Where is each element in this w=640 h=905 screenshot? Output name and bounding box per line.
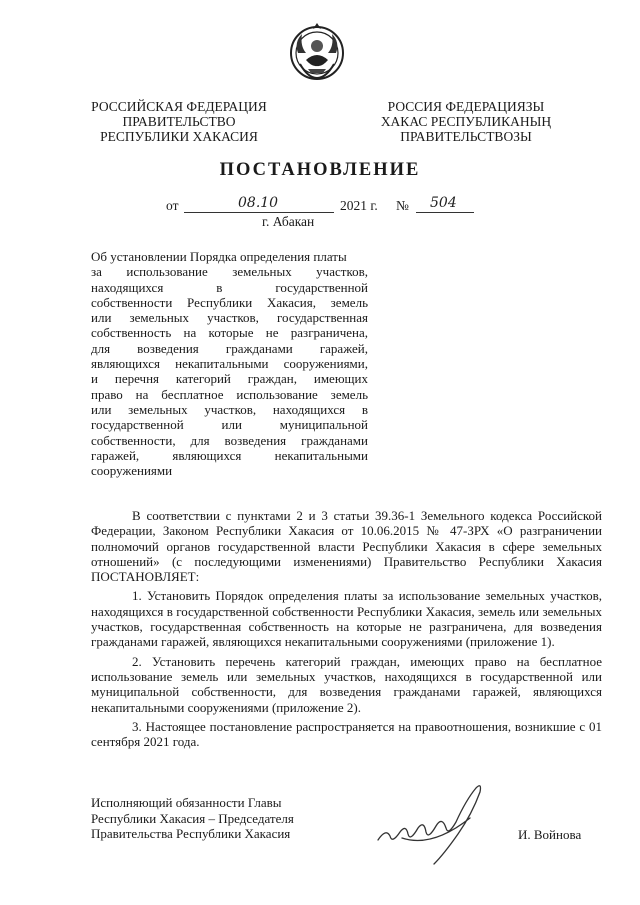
date-underline — [184, 212, 334, 213]
date-line — [166, 195, 496, 216]
signatory-position — [91, 795, 294, 842]
header-left-line: РЕСПУБЛИКИ ХАКАСИЯ — [100, 129, 258, 144]
number-underline — [416, 212, 474, 213]
subject-line: находящихся в государственной — [91, 279, 368, 295]
subject-line: государственной или муниципальной — [91, 417, 368, 433]
coat-of-arms-emblem — [286, 20, 348, 82]
header-left-line: ПРАВИТЕЛЬСТВО — [122, 114, 236, 129]
body-paragraph: В соответствии с пунктами 2 и 3 статьи 39.36-1 Земельного кодекса Российской Федерации, Законом Республики Хакасия от 10.06.2015 № 47-ЗРХ «О разграничении полномочий органов государственной власти Республики Хакасия в сфере земельных отношений» (с последующими изменениями) Правительство Республики Хакасия ПОСТАНОВЛЯЕТ: — [91, 508, 602, 585]
body-paragraph: 3. Настоящее постановление распространяется на правоотношения, возникшие с 01 сентября 2021 года. — [91, 718, 602, 750]
body-paragraph: 1. Установить Порядок определения платы за использование земельных участков, находящихся в государственной собственности Республики Хакасия, земель или земельных участков, государственная собственность на которые не разграничена, для возведения гражданами гаражей, являющихся некапитальными сооружениями (приложение 1). — [91, 588, 602, 650]
header-right-line: ХАКАС РЕСПУБЛИКАНЫҢ — [380, 114, 552, 129]
header-right — [366, 99, 566, 144]
date-year: 2021 г. — [340, 198, 378, 213]
subject-line: для возведения гражданами гаражей, — [91, 340, 368, 356]
signatory-name: И. Войнова — [518, 827, 582, 842]
date-prefix: от — [166, 198, 179, 213]
subject-line: являющихся некапитальными сооружениями, — [91, 356, 368, 372]
subject-line: за использование земельных участков, — [91, 264, 368, 280]
subject-line: собственность на которые не разграничена, — [91, 325, 368, 341]
subject-line: и перечня категорий граждан, имеющих — [91, 371, 368, 387]
header-right-line: ПРАВИТЕЛЬСТВОЗЫ — [400, 129, 532, 144]
body-paragraph: 2. Установить перечень категорий граждан, имеющих право на бесплатное использование земель или земельных участков, находящихся в государственной или муниципальной собственности, для возведения гражданами гаражей, являющихся некапитальными сооружениями (приложение 2). — [91, 653, 602, 715]
date-value: 08.10 — [238, 195, 279, 211]
number-sign: № — [396, 198, 409, 213]
subject-line: Об установлении Порядка определения платы — [91, 249, 347, 264]
document-title: ПОСТАНОВЛЕНИЕ — [219, 160, 421, 180]
subject-line: или земельных участков, государственная — [91, 310, 368, 326]
subject-block — [91, 249, 368, 478]
header-left-line: РОССИЙСКАЯ ФЕДЕРАЦИЯ — [91, 99, 267, 114]
signatory-line: Республики Хакасия – Председателя — [91, 810, 294, 826]
header-left — [84, 99, 274, 144]
subject-line: собственности, для возведения гражданами — [91, 432, 368, 448]
signatory-line: Правительства Республики Хакасия — [91, 826, 291, 841]
header-right-line: РОССИЯ ФЕДЕРАЦИЯЗЫ — [387, 99, 545, 114]
handwritten-signature — [372, 778, 500, 868]
document-number: 504 — [430, 195, 457, 211]
city-label: г. Абакан — [262, 214, 315, 229]
subject-line: гаражей, являющихся некапитальными — [91, 447, 368, 463]
signatory-line: Исполняющий обязанности Главы — [91, 795, 282, 810]
subject-line: или земельных участков, находящихся в — [91, 401, 368, 417]
subject-line: право на бесплатное использование земель — [91, 386, 368, 402]
subject-line: собственности Республики Хакасия, земель — [91, 294, 368, 310]
subject-line: сооружениями — [91, 463, 173, 479]
document-body — [91, 508, 602, 753]
